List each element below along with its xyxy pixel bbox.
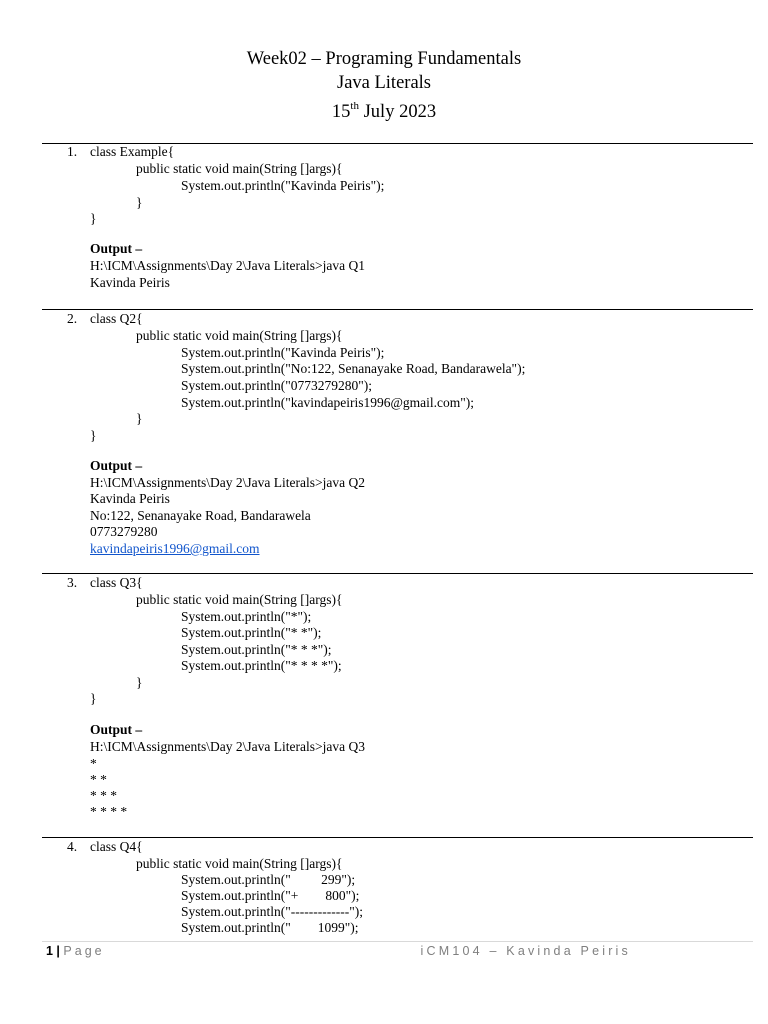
code-line: class Example{ — [90, 144, 175, 159]
output-line: H:\ICM\Assignments\Day 2\Java Literals>java Q2 — [90, 475, 365, 490]
footer-page-indicator — [46, 944, 105, 958]
footer-author: iCM104 – Kavinda Peiris — [420, 944, 631, 958]
page-word: Page — [63, 944, 105, 958]
code-line: System.out.println("0773279280"); — [181, 378, 373, 393]
code-line: class Q3{ — [90, 575, 143, 590]
code-line: } — [136, 675, 143, 690]
code-line: public static void main(String []args){ — [136, 328, 343, 343]
output-line: No:122, Senanayake Road, Bandarawela — [90, 508, 311, 523]
output-line: * * — [90, 772, 107, 787]
output-label: Output – — [90, 458, 143, 473]
output-line: * * * — [90, 788, 117, 803]
output-line: H:\ICM\Assignments\Day 2\Java Literals>java Q1 — [90, 258, 365, 273]
output-label: Output – — [90, 241, 143, 256]
section-divider — [42, 573, 753, 574]
date-suffix: th — [350, 100, 359, 112]
output-line: Kavinda Peiris — [90, 275, 170, 290]
section-divider — [42, 309, 753, 310]
code-line: } — [136, 195, 143, 210]
code-line: class Q2{ — [90, 311, 143, 326]
code-line: } — [90, 211, 97, 226]
output-label: Output – — [90, 722, 143, 737]
code-line: System.out.println("Kavinda Peiris"); — [181, 345, 385, 360]
question-number: 2. — [67, 311, 78, 326]
output-line: 0773279280 — [90, 524, 158, 539]
code-line: } — [90, 691, 97, 706]
code-line: public static void main(String []args){ — [136, 161, 343, 176]
code-line: System.out.println("No:122, Senanayake Road, Bandarawela"); — [181, 361, 526, 376]
email-link[interactable]: kavindapeiris1996@gmail.com — [90, 541, 260, 556]
document-date — [0, 95, 768, 124]
output-line: Kavinda Peiris — [90, 491, 170, 506]
code-line: System.out.println("*"); — [181, 609, 312, 624]
date-day: 15 — [331, 102, 351, 123]
code-line: } — [90, 428, 97, 443]
section-divider — [42, 837, 753, 838]
output-line: H:\ICM\Assignments\Day 2\Java Literals>java Q3 — [90, 739, 365, 754]
code-line: System.out.println("kavindapeiris1996@gmail.com"); — [181, 395, 475, 410]
code-line: System.out.println("* * *"); — [181, 642, 332, 657]
code-line: System.out.println(" 299"); — [181, 872, 356, 887]
page-number: 1 — [46, 944, 53, 958]
footer-separator: | — [52, 944, 64, 958]
code-line: class Q4{ — [90, 839, 143, 854]
code-line: System.out.println("* *"); — [181, 625, 322, 640]
question-number: 4. — [67, 839, 78, 854]
code-line: System.out.println("+ 800"); — [181, 888, 360, 903]
question-number: 1. — [67, 144, 78, 159]
document-header — [0, 47, 768, 124]
code-line: System.out.println("* * * *"); — [181, 658, 342, 673]
output-line: * * * * — [90, 804, 128, 819]
date-rest: July 2023 — [358, 102, 437, 123]
code-line: public static void main(String []args){ — [136, 592, 343, 607]
code-line: public static void main(String []args){ — [136, 856, 343, 871]
code-line: System.out.println("-------------"); — [181, 904, 363, 919]
output-line: * — [90, 756, 97, 771]
document-subtitle: Java Literals — [337, 73, 431, 93]
code-line: System.out.println("Kavinda Peiris"); — [181, 178, 385, 193]
code-line: System.out.println(" 1099"); — [181, 920, 359, 935]
question-number: 3. — [67, 575, 78, 590]
footer-divider — [42, 941, 753, 942]
document-title: Week02 – Programing Fundamentals — [246, 49, 522, 69]
code-line: } — [136, 411, 143, 426]
